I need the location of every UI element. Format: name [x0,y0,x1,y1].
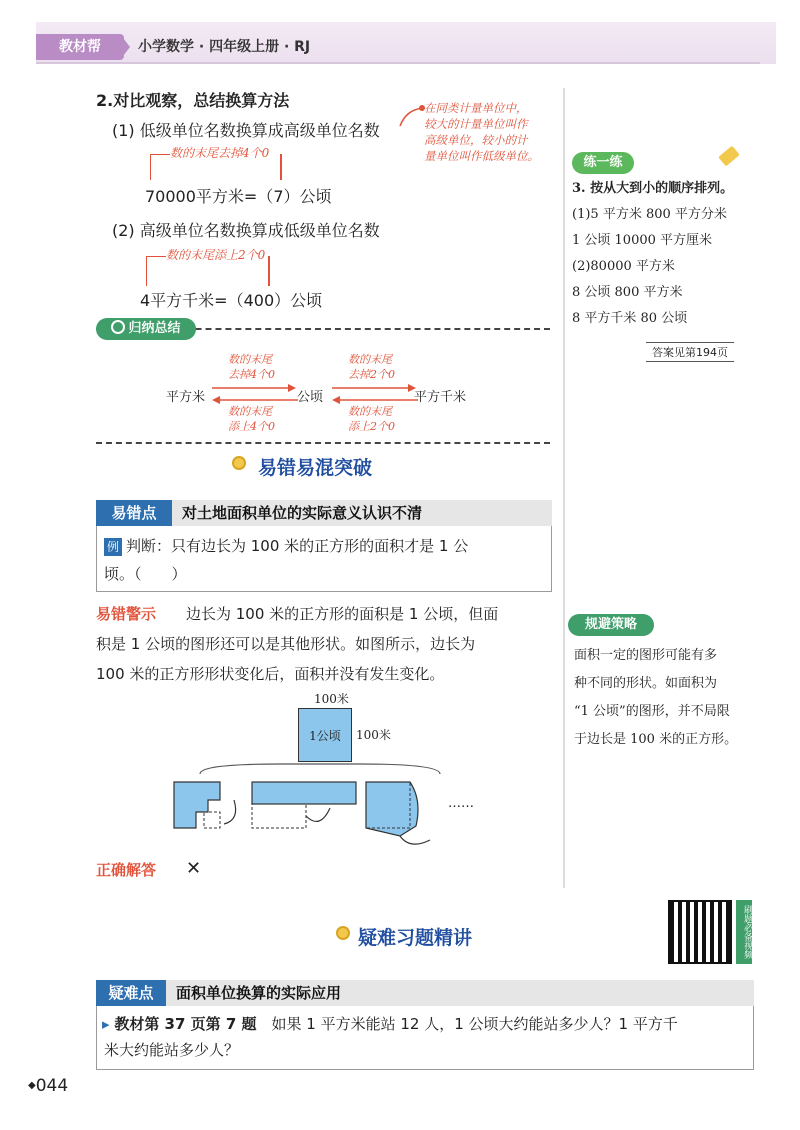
label-b-to-c: 数的末尾 去掉2个0 [348,353,395,381]
subheading-2: (2) 高级单位名数换算成低级单位名数 [112,221,380,240]
mistake-title: 对土地面积单位的实际意义认识不清 [182,504,423,522]
warning-line-1: 边长为 100 米的正方形的面积是 1 公顷，但面 [186,605,499,623]
note-add-zeros: 数的末尾添上2个0 [166,248,266,262]
unit-square-km: 平方千米 [414,390,467,405]
section-title: 2.对比观察，总结换算方法 [96,91,290,110]
figure-top-label: 100米 [314,692,349,706]
practice-tag: 练一练 [572,152,634,174]
note-remove-zeros: 数的末尾去掉4个0 [170,146,270,160]
example-question-2: 顷。（ ） [104,565,187,583]
answer-tag: 正确解答 [96,861,157,879]
strategy-text: 面积一定的图形可能有多 种不同的形状。如面积为 “1 公顷”的图形，并不局限 于边长是 100 米的正方形。 [574,648,738,747]
shape-variants-figure [160,760,480,850]
note-bracket-1 [150,154,170,180]
play-icon: ▸ [102,1015,110,1033]
pencil-icon [718,146,740,167]
figure-ellipsis: …… [448,796,474,811]
lightbulb-icon-2 [336,926,350,940]
unit-square-meter: 平方米 [166,390,206,405]
column-divider [563,88,565,888]
summary-tag: 归纳总结 [96,318,196,340]
book-title: 小学数学 · 四年级上册 · RJ [138,39,311,55]
warning-line-3: 100 米的正方形形状变化后，面积并没有发生变化。 [96,665,445,683]
note-bracket-1b [280,154,282,180]
brand-tag-arrow [120,34,130,60]
warning-line-2: 积是 1 公顷的图形还可以是其他形状。如图所示，边长为 [96,635,476,653]
equation-2: 4平方千米=（400）公顷 [140,291,323,310]
brand-tag: 教材帮 [36,34,124,60]
label-b-to-a: 数的末尾 添上4个0 [228,405,275,433]
hard-question-2: 米大约能站多少人？ [104,1041,240,1059]
figure-side-label: 100米 [356,728,391,742]
lightbulb-icon [232,456,246,470]
hard-banner: 疑难习题精讲 [358,927,473,949]
label-c-to-b: 数的末尾 添上2个0 [348,405,395,433]
qr-code[interactable] [668,900,732,964]
hard-title: 面积单位换算的实际应用 [176,984,342,1002]
hard-question-1: ▸ 教材第 37 页第 7 题 如果 1 平方米能站 12 人，1 公顷大约能站多少人？1 平方千 [102,1015,678,1033]
hectare-square: 1公顷 [298,708,352,762]
answer-reference: 答案见第194页 [646,342,734,362]
warning-tag: 易错警示 [96,605,157,623]
side-note-pointer [396,100,426,130]
page-number: ◆044 [28,1076,69,1096]
target-icon [111,320,125,334]
note-bracket-2b [268,256,270,286]
qr-label: 刷题必备视频 [736,900,752,964]
note-bracket-2 [146,256,166,286]
subheading-1: (1) 低级单位名数换算成高级单位名数 [112,121,380,140]
header-divider [36,62,760,64]
strategy-tag: 规避策略 [568,614,654,636]
hard-tag: 疑难点 [96,980,166,1006]
mistakes-banner: 易错易混突破 [258,457,373,479]
answer-mark: ✕ [186,858,202,879]
example-question-1: 判断：只有边长为 100 米的正方形的面积才是 1 公 [126,537,469,555]
practice-list: 3. 按从大到小的顺序排列。 (1)5 平方米 800 平方分米 1 公顷 10000 平方厘米 (2)80000 平方米 8 公顷 800 平方米 8 平方千米 80 公顷 [572,181,734,326]
example-tag: 例 [104,538,122,556]
side-note: 在同类计量单位中， 较大的计量单位叫作 高级单位，较小的计 量单位叫作低级单位。 [424,101,539,163]
label-a-to-b: 数的末尾 去掉4个0 [228,353,275,381]
mistake-tag: 易错点 [96,500,172,526]
equation-1: 70000平方米=（7）公顷 [145,187,332,206]
unit-hectare: 公顷 [297,390,324,405]
